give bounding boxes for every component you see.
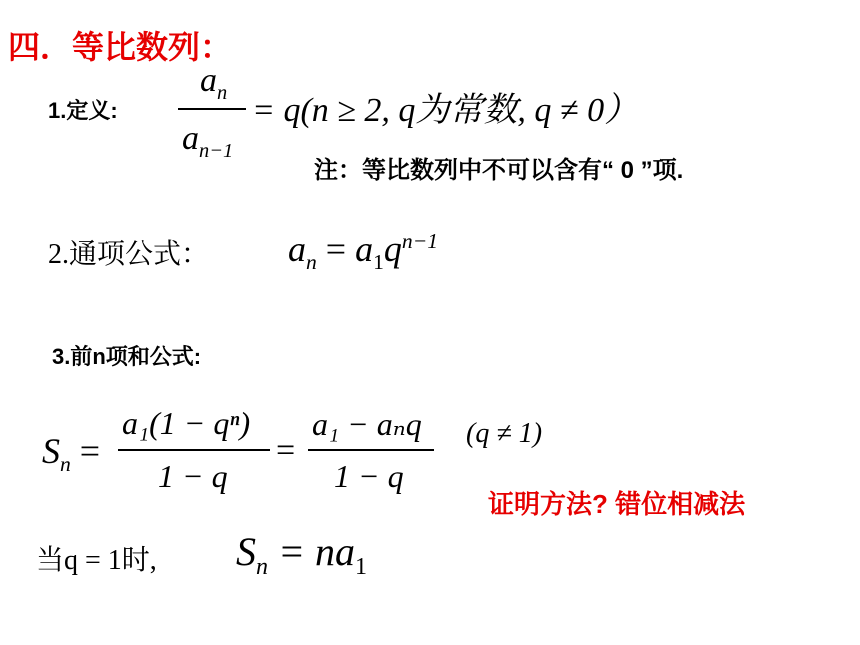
general-term-label: 2.通项公式： [48,239,210,270]
sum-fraction2-bar [308,449,434,451]
sum-fraction2-denominator: 1 − q [334,458,404,494]
sum-fraction2-numerator: a₁ − aₙq [312,406,422,442]
definition-label: 1.定义: [48,98,118,123]
sum-fraction1-denominator: 1 − q [158,458,228,494]
definition-numerator: $a_n$ [200,62,228,104]
definition-fraction-bar [178,108,246,110]
definition-note: 注：等比数列中不可以含有“ 0 ”项. [314,157,684,184]
definition-rhs: = q(n ≥ 2, q为常数, q ≠ 0） [252,92,639,129]
section-title: 四．等比数列： [8,29,233,65]
definition-denominator: $a_{n-1}$ [182,120,234,162]
q-equals-1-label: 当q = 1时, [36,545,157,576]
sum-fraction1-bar [118,449,270,451]
sum-condition: (q ≠ 1) [466,418,543,449]
proof-method-note: 证明方法? 错位相减法 [488,489,746,519]
sum-equals-2: = [276,432,296,469]
sum-lhs: $S_n$ = [42,431,101,477]
general-term-formula: $a_n = a_1q^{n-1}$ [288,229,439,275]
sum-heading: 3.前n项和公式: [52,344,202,369]
q-equals-1-formula: $S_n = na_1$ [236,529,367,580]
sum-fraction1-numerator: a₁(1 − qⁿ) [122,405,251,441]
